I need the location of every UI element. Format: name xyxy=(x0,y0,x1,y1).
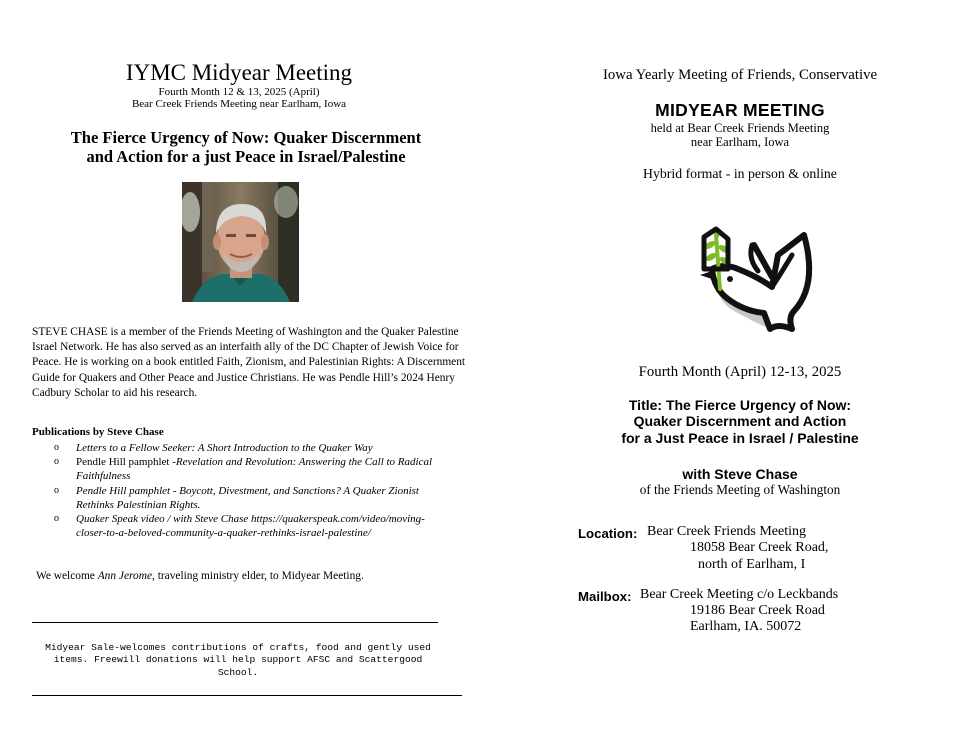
meeting-title: MIDYEAR MEETING xyxy=(655,100,825,120)
location-label: Location: xyxy=(578,526,638,541)
bullet-icon: o xyxy=(54,513,59,525)
speaker-photo xyxy=(182,182,299,302)
bullet-icon: o xyxy=(54,456,59,468)
welcome-pre: We welcome xyxy=(36,570,98,582)
location-line3: north of Earlham, I xyxy=(698,557,806,572)
divider xyxy=(32,622,438,623)
bullet-icon: o xyxy=(54,484,59,496)
list-item xyxy=(54,455,454,483)
meeting-dates: Fourth Month (April) 12-13, 2025 xyxy=(638,364,842,380)
mailbox-line3: Earlham, IA. 50072 xyxy=(690,619,802,634)
left-title: IYMC Midyear Meeting xyxy=(125,60,353,85)
meeting-format: Hybrid format - in person & online xyxy=(643,166,837,181)
publications-list xyxy=(54,441,454,540)
speaker-affiliation: of the Friends Meeting of Washington xyxy=(639,482,841,497)
divider xyxy=(32,695,462,696)
mailbox-line2: 19186 Bear Creek Road xyxy=(690,603,825,618)
publication-title: Letters to a Fellow Seeker: A Short Introduction to the Quaker Way xyxy=(76,442,373,454)
left-dates: Fourth Month 12 & 13, 2025 (April) xyxy=(158,86,320,98)
title-line3: for a Just Peace in Israel / Palestine xyxy=(621,430,859,446)
publications-heading: Publications by Steve Chase xyxy=(32,426,164,438)
speaker-bio: STEVE CHASE is a member of the Friends Meeting of Washington and the Quaker Palestine Israel Network. He has also served as an interfaith ally of the DC Chapter of Jewish Voice for Peace. He is working on a book entitled Faith, Zionism, and Palestinian Rights: A Discernment Guide for Quakers and Other Peace and Justice Christians. He was Pendle Hill’s 2024 Henry Cadbury Scholar to aid his research. xyxy=(32,326,466,399)
org-name: Iowa Yearly Meeting of Friends, Conservative xyxy=(602,67,878,83)
sale-notice: Midyear Sale-welcomes contributions of crafts, food and gently used items. Freewill donations will help support AFSC and Scattergood School. xyxy=(45,642,431,678)
list-item xyxy=(54,484,454,512)
left-topic-line1: The Fierce Urgency of Now: Quaker Discernment xyxy=(70,128,422,147)
left-location: Bear Creek Friends Meeting near Earlham, Iowa xyxy=(131,98,347,110)
title-line1: Title: The Fierce Urgency of Now: xyxy=(628,397,852,413)
publication-title: Revelation and Revolution: Answering the Call to Radical Faithfulness xyxy=(76,456,433,483)
welcome-post: traveling ministry elder, to Midyear Meeting. xyxy=(154,570,364,582)
publication-prefix: Pendle Hill pamphlet - xyxy=(76,456,176,469)
mailbox-line1: Bear Creek Meeting c/o Leckbands xyxy=(640,587,839,602)
publication-title: Quaker Speak video / with Steve Chase https://quakerspeak.com/video/moving-closer-to-a-beloved-community-a-quaker-rethinks-israel-palestine/ xyxy=(76,513,425,540)
speaker-name: with Steve Chase xyxy=(682,466,798,482)
title-line2: Quaker Discernment and Action xyxy=(633,413,847,429)
left-topic-line2: and Action for a just Peace in Israel/Palestine xyxy=(86,147,406,166)
list-item xyxy=(54,512,454,540)
left-topic xyxy=(20,128,472,166)
location-line1: Bear Creek Friends Meeting xyxy=(647,524,807,539)
publication-title: Pendle Hill pamphlet - Boycott, Divestment, and Sanctions? A Quaker Zionist Rethinks Palestinian Rights. xyxy=(76,484,419,511)
bullet-icon: o xyxy=(54,442,59,453)
welcome-line xyxy=(36,570,364,582)
mailbox-label: Mailbox: xyxy=(578,589,632,604)
held-at-line1: held at Bear Creek Friends Meeting xyxy=(650,121,830,135)
location-line2: 18058 Bear Creek Road, xyxy=(690,540,829,555)
held-at-line2: near Earlham, Iowa xyxy=(690,135,790,149)
list-item xyxy=(54,441,454,455)
welcome-name: Ann Jerome, xyxy=(97,570,155,582)
dove-with-olive-branch-icon xyxy=(694,225,820,337)
